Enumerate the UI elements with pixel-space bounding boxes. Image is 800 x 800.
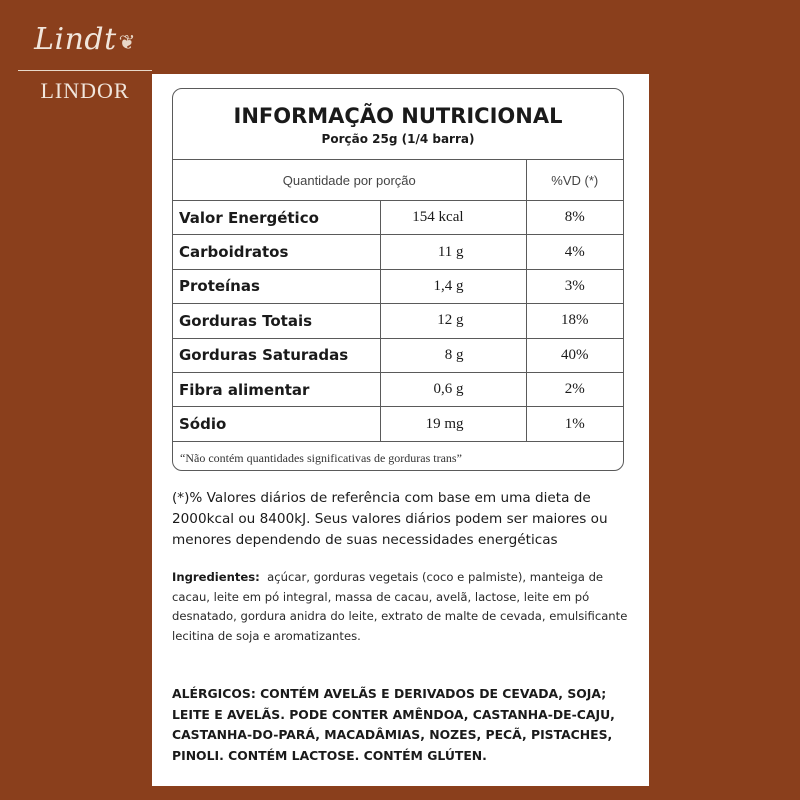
nutrition-facts-header bbox=[173, 89, 623, 160]
product-name: LINDOR bbox=[40, 78, 130, 103]
sprig-icon: ❦ bbox=[118, 30, 136, 54]
nutrient-vd: 40% bbox=[526, 338, 623, 372]
nutrient-amount: 12 g bbox=[380, 304, 526, 338]
nutrition-facts-title: INFORMAÇÃO NUTRICIONAL bbox=[233, 104, 563, 128]
nutrient-vd: 2% bbox=[526, 372, 623, 406]
nutrient-amount: 19 mg bbox=[380, 407, 526, 441]
table-row bbox=[173, 235, 623, 269]
portion-size: Porção 25g (1/4 barra) bbox=[321, 132, 475, 146]
nutrient-vd: 18% bbox=[526, 304, 623, 338]
nutrient-name: Proteínas bbox=[173, 269, 380, 303]
nutrient-vd: 3% bbox=[526, 269, 623, 303]
ingredients-label: Ingredientes: bbox=[172, 570, 260, 584]
brand-header bbox=[18, 22, 152, 103]
nutrient-name: Gorduras Totais bbox=[173, 304, 380, 338]
nutrient-name: Sódio bbox=[173, 407, 380, 441]
nutrient-amount: 1,4 g bbox=[380, 269, 526, 303]
ingredients-text: açúcar, gorduras vegetais (coco e palmiste), manteiga de cacau, leite em pó integral, massa de cacau, avelã, lactose, leite em pó desnatado, gordura anidra do leite, extrato de malte de cevada, emulsificante lecitina de soja e aromatizantes. bbox=[172, 570, 628, 643]
column-header-quantity: Quantidade por porção bbox=[173, 160, 526, 201]
column-header-vd: %VD (*) bbox=[526, 160, 623, 201]
nutrient-name: Fibra alimentar bbox=[173, 372, 380, 406]
lindt-logo-text: Lindt bbox=[34, 22, 117, 57]
trans-fat-note: “Não contém quantidades significativas de gorduras trans” bbox=[180, 450, 462, 465]
nutrition-facts-table bbox=[172, 88, 624, 471]
nutrient-name: Valor Energético bbox=[173, 201, 380, 235]
nutrient-name: Gorduras Saturadas bbox=[173, 338, 380, 372]
column-header-row bbox=[173, 160, 623, 201]
lindt-logo bbox=[18, 22, 152, 60]
brand-divider bbox=[18, 70, 152, 71]
daily-value-note: (*)% Valores diários de referência com base em uma dieta de 2000kcal ou 8400kJ. Seus valores diários podem ser maiores ou menores dependendo de suas necessidades energéticas bbox=[172, 490, 608, 548]
nutrient-amount: 8 g bbox=[380, 338, 526, 372]
nutrient-amount: 154 kcal bbox=[380, 201, 526, 235]
nutrient-name: Carboidratos bbox=[173, 235, 380, 269]
table-row bbox=[173, 407, 623, 441]
table-row bbox=[173, 372, 623, 406]
nutrition-table bbox=[173, 160, 623, 442]
label-panel bbox=[152, 74, 649, 786]
nutrient-amount: 11 g bbox=[380, 235, 526, 269]
allergens-section: ALÉRGICOS: CONTÉM AVELÃS E DERIVADOS DE CEVADA, SOJA; LEITE E AVELÃS. PODE CONTER AMÊNDOA, CASTANHA-DE-CAJU, CASTANHA-DO-PARÁ, MACADÂMIAS, NOZES, PECÃ, PISTACHES, PINOLI. CONTÉM LACTOSE. CONTÉM GLÚTEN. bbox=[172, 686, 615, 763]
nutrient-vd: 4% bbox=[526, 235, 623, 269]
nutrient-vd: 8% bbox=[526, 201, 623, 235]
table-row bbox=[173, 338, 623, 372]
table-row bbox=[173, 304, 623, 338]
nutrient-vd: 1% bbox=[526, 407, 623, 441]
table-row bbox=[173, 269, 623, 303]
table-row bbox=[173, 201, 623, 235]
ingredients-section bbox=[172, 568, 637, 646]
nutrient-amount: 0,6 g bbox=[380, 372, 526, 406]
